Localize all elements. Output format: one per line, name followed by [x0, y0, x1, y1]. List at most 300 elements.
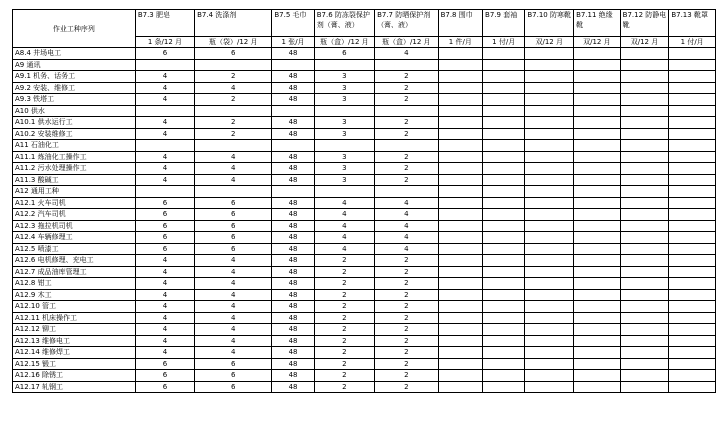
value-cell: 48 [272, 266, 314, 278]
value-cell: 4 [135, 335, 194, 347]
value-cell: 2 [375, 71, 439, 83]
occupation-cell: A12.16 除锈工 [13, 370, 136, 382]
value-cell [669, 59, 716, 71]
value-cell [574, 174, 621, 186]
value-cell [620, 301, 669, 313]
occupation-cell: A12.1 火车司机 [13, 197, 136, 209]
value-cell [525, 174, 574, 186]
occupation-cell: A12.8 钳工 [13, 278, 136, 290]
value-cell [438, 370, 482, 382]
column-header: B7.10 防寒靴 [525, 10, 574, 37]
value-cell [620, 197, 669, 209]
value-cell [483, 324, 525, 336]
occupation-cell: A12.5 喷漆工 [13, 243, 136, 255]
value-cell: 2 [375, 335, 439, 347]
value-cell: 4 [195, 163, 272, 175]
value-cell [574, 59, 621, 71]
value-cell [525, 255, 574, 267]
value-cell [438, 140, 482, 152]
value-cell [438, 220, 482, 232]
value-cell: 2 [195, 71, 272, 83]
occupation-cell: A11.3 酸碱工 [13, 174, 136, 186]
value-cell [195, 140, 272, 152]
value-cell [574, 266, 621, 278]
value-cell [525, 243, 574, 255]
occupation-cell: A12.9 木工 [13, 289, 136, 301]
value-cell [669, 140, 716, 152]
value-cell: 6 [135, 220, 194, 232]
table-row [13, 381, 716, 393]
value-cell [525, 140, 574, 152]
occupation-cell: A11.1 炼油化工操作工 [13, 151, 136, 163]
value-cell [574, 220, 621, 232]
value-cell [669, 243, 716, 255]
value-cell [525, 82, 574, 94]
value-cell [272, 59, 314, 71]
value-cell: 3 [314, 128, 374, 140]
value-cell: 4 [375, 232, 439, 244]
occupation-cell: A12.12 铆工 [13, 324, 136, 336]
value-cell: 4 [135, 128, 194, 140]
value-cell [483, 381, 525, 393]
value-cell [669, 71, 716, 83]
value-cell: 2 [314, 312, 374, 324]
occupation-cell: A9.2 安装、维修工 [13, 82, 136, 94]
value-cell: 48 [272, 232, 314, 244]
value-cell: 2 [375, 174, 439, 186]
value-cell: 4 [135, 312, 194, 324]
value-cell [483, 59, 525, 71]
occupation-cell: A12.13 维修电工 [13, 335, 136, 347]
value-cell [483, 232, 525, 244]
value-cell [375, 140, 439, 152]
value-cell [525, 289, 574, 301]
value-cell: 6 [135, 197, 194, 209]
value-cell [483, 117, 525, 129]
value-cell [574, 370, 621, 382]
table-row [13, 151, 716, 163]
value-cell [314, 59, 374, 71]
value-cell: 6 [135, 232, 194, 244]
value-cell: 4 [135, 151, 194, 163]
value-cell [574, 347, 621, 359]
ppe-allocation-table [12, 9, 716, 393]
value-cell [483, 289, 525, 301]
value-cell: 4 [375, 197, 439, 209]
value-cell [669, 105, 716, 117]
value-cell: 3 [314, 117, 374, 129]
value-cell: 48 [272, 174, 314, 186]
table-row [13, 232, 716, 244]
value-cell [438, 266, 482, 278]
value-cell: 48 [272, 94, 314, 106]
value-cell: 2 [375, 117, 439, 129]
value-cell: 4 [195, 347, 272, 359]
value-cell: 6 [195, 243, 272, 255]
value-cell [574, 71, 621, 83]
table-row [13, 324, 716, 336]
value-cell [525, 163, 574, 175]
value-cell: 2 [375, 82, 439, 94]
value-cell [574, 301, 621, 313]
value-cell: 48 [272, 197, 314, 209]
value-cell: 2 [195, 117, 272, 129]
value-cell [525, 381, 574, 393]
value-cell [483, 312, 525, 324]
value-cell: 4 [195, 301, 272, 313]
value-cell [620, 232, 669, 244]
value-cell: 4 [135, 278, 194, 290]
column-unit: 瓶（袋）/12 月 [195, 37, 272, 48]
table-row [13, 163, 716, 175]
value-cell [483, 301, 525, 313]
table-row [13, 289, 716, 301]
value-cell: 4 [375, 220, 439, 232]
value-cell [620, 94, 669, 106]
value-cell: 2 [314, 301, 374, 313]
value-cell: 2 [375, 163, 439, 175]
occupation-cell: A11.2 污水处理操作工 [13, 163, 136, 175]
value-cell [525, 358, 574, 370]
value-cell [525, 59, 574, 71]
value-cell [483, 174, 525, 186]
table-row [13, 278, 716, 290]
value-cell [525, 301, 574, 313]
value-cell: 4 [314, 209, 374, 221]
column-unit: 瓶（盒）/12 月 [375, 37, 439, 48]
value-cell [574, 82, 621, 94]
value-cell [669, 232, 716, 244]
value-cell: 6 [135, 243, 194, 255]
value-cell [375, 59, 439, 71]
occupation-cell: A11 石油化工 [13, 140, 136, 152]
value-cell: 4 [195, 312, 272, 324]
occupation-cell: A9 通讯 [13, 59, 136, 71]
value-cell: 4 [135, 94, 194, 106]
value-cell [438, 174, 482, 186]
value-cell: 48 [272, 381, 314, 393]
value-cell [669, 220, 716, 232]
value-cell [620, 347, 669, 359]
value-cell [438, 278, 482, 290]
table-row [13, 82, 716, 94]
value-cell [669, 312, 716, 324]
value-cell [669, 186, 716, 198]
value-cell [620, 209, 669, 221]
value-cell: 4 [135, 174, 194, 186]
value-cell: 4 [314, 243, 374, 255]
value-cell [483, 197, 525, 209]
table-row [13, 255, 716, 267]
occupation-cell: A9.3 铁塔工 [13, 94, 136, 106]
value-cell [438, 232, 482, 244]
value-cell [525, 232, 574, 244]
value-cell [525, 48, 574, 60]
occupation-header: 作业工种序列 [13, 10, 136, 48]
table-row [13, 243, 716, 255]
value-cell [574, 232, 621, 244]
value-cell: 48 [272, 128, 314, 140]
value-cell: 4 [195, 82, 272, 94]
column-header: B7.9 套袖 [483, 10, 525, 37]
table-row [13, 335, 716, 347]
value-cell: 48 [272, 255, 314, 267]
occupation-cell: A10.1 供水运行工 [13, 117, 136, 129]
occupation-cell: A12.4 车辆修理工 [13, 232, 136, 244]
value-cell [669, 174, 716, 186]
value-cell [438, 335, 482, 347]
value-cell: 4 [375, 209, 439, 221]
occupation-cell: A12.7 成品油库管理工 [13, 266, 136, 278]
table-row [13, 301, 716, 313]
value-cell [483, 105, 525, 117]
value-cell [620, 358, 669, 370]
occupation-cell: A12.2 汽车司机 [13, 209, 136, 221]
value-cell [525, 209, 574, 221]
column-header: B7.12 防静电靴 [620, 10, 669, 37]
value-cell: 2 [195, 128, 272, 140]
value-cell [574, 151, 621, 163]
value-cell [438, 324, 482, 336]
value-cell: 48 [272, 301, 314, 313]
value-cell [195, 59, 272, 71]
value-cell [574, 255, 621, 267]
value-cell [438, 117, 482, 129]
value-cell: 6 [135, 358, 194, 370]
column-unit: 瓶（盒）/12 月 [314, 37, 374, 48]
value-cell: 2 [314, 324, 374, 336]
column-header: B7.5 毛巾 [272, 10, 314, 37]
value-cell [620, 82, 669, 94]
value-cell [620, 151, 669, 163]
value-cell [669, 117, 716, 129]
value-cell [620, 186, 669, 198]
occupation-cell: A8.4 井场电工 [13, 48, 136, 60]
table-row [13, 197, 716, 209]
value-cell [669, 151, 716, 163]
table-row [13, 347, 716, 359]
value-cell: 4 [375, 243, 439, 255]
value-cell [438, 243, 482, 255]
value-cell [620, 324, 669, 336]
value-cell: 6 [135, 48, 194, 60]
value-cell: 48 [272, 347, 314, 359]
value-cell: 2 [375, 358, 439, 370]
table-row [13, 94, 716, 106]
value-cell: 6 [195, 232, 272, 244]
value-cell: 2 [314, 255, 374, 267]
table-row [13, 358, 716, 370]
occupation-cell: A12.10 管工 [13, 301, 136, 313]
occupation-cell: A12.6 电机修理、充电工 [13, 255, 136, 267]
value-cell [438, 48, 482, 60]
table-row [13, 266, 716, 278]
column-header: B7.8 围巾 [438, 10, 482, 37]
value-cell [669, 48, 716, 60]
value-cell [669, 197, 716, 209]
table-header [13, 10, 716, 48]
value-cell [669, 347, 716, 359]
value-cell [620, 105, 669, 117]
value-cell: 2 [375, 370, 439, 382]
value-cell [438, 301, 482, 313]
value-cell [438, 71, 482, 83]
table-row [13, 59, 716, 71]
occupation-cell: A12.15 锻工 [13, 358, 136, 370]
value-cell: 4 [135, 255, 194, 267]
value-cell [438, 312, 482, 324]
value-cell [620, 370, 669, 382]
value-cell [438, 94, 482, 106]
column-unit: 双/12 月 [620, 37, 669, 48]
value-cell [525, 335, 574, 347]
value-cell [195, 186, 272, 198]
value-cell [483, 209, 525, 221]
value-cell [620, 335, 669, 347]
value-cell [669, 94, 716, 106]
occupation-cell: A12.14 维修焊工 [13, 347, 136, 359]
value-cell: 4 [314, 197, 374, 209]
value-cell: 4 [135, 266, 194, 278]
value-cell: 48 [272, 220, 314, 232]
value-cell: 2 [375, 301, 439, 313]
table-row [13, 220, 716, 232]
value-cell: 6 [195, 48, 272, 60]
value-cell [483, 128, 525, 140]
value-cell [620, 140, 669, 152]
value-cell [483, 140, 525, 152]
value-cell [483, 186, 525, 198]
value-cell [669, 278, 716, 290]
value-cell [438, 358, 482, 370]
value-cell [669, 128, 716, 140]
value-cell [620, 59, 669, 71]
value-cell [483, 335, 525, 347]
value-cell [272, 105, 314, 117]
column-unit: 1 付/月 [669, 37, 716, 48]
value-cell: 2 [375, 128, 439, 140]
value-cell: 48 [272, 278, 314, 290]
value-cell [669, 82, 716, 94]
value-cell [525, 278, 574, 290]
value-cell: 6 [195, 381, 272, 393]
value-cell: 48 [272, 71, 314, 83]
occupation-cell: A10 供水 [13, 105, 136, 117]
value-cell: 2 [375, 347, 439, 359]
value-cell [314, 140, 374, 152]
value-cell [669, 266, 716, 278]
value-cell [483, 151, 525, 163]
value-cell [483, 243, 525, 255]
value-cell: 6 [135, 209, 194, 221]
value-cell: 2 [314, 266, 374, 278]
value-cell [669, 289, 716, 301]
occupation-cell: A10.2 安装维修工 [13, 128, 136, 140]
value-cell [438, 59, 482, 71]
value-cell [438, 82, 482, 94]
value-cell: 2 [314, 289, 374, 301]
value-cell: 3 [314, 163, 374, 175]
value-cell [525, 151, 574, 163]
value-cell [135, 59, 194, 71]
value-cell [314, 186, 374, 198]
table-row [13, 128, 716, 140]
value-cell [574, 358, 621, 370]
table-row [13, 105, 716, 117]
value-cell: 2 [314, 381, 374, 393]
table-row [13, 48, 716, 60]
value-cell [574, 243, 621, 255]
value-cell [620, 117, 669, 129]
value-cell [574, 186, 621, 198]
table-body [13, 48, 716, 393]
value-cell [574, 335, 621, 347]
value-cell [669, 358, 716, 370]
value-cell [483, 278, 525, 290]
value-cell [525, 370, 574, 382]
value-cell [483, 163, 525, 175]
value-cell [574, 197, 621, 209]
column-unit: 1 条/12 月 [135, 37, 194, 48]
value-cell: 6 [314, 48, 374, 60]
value-cell [525, 128, 574, 140]
value-cell: 2 [375, 289, 439, 301]
value-cell [574, 324, 621, 336]
value-cell [669, 255, 716, 267]
occupation-cell: A12 通用工种 [13, 186, 136, 198]
value-cell [669, 324, 716, 336]
value-cell: 2 [314, 358, 374, 370]
value-cell: 4 [195, 266, 272, 278]
value-cell: 48 [272, 312, 314, 324]
value-cell [483, 266, 525, 278]
value-cell [669, 370, 716, 382]
value-cell [525, 117, 574, 129]
value-cell: 48 [272, 370, 314, 382]
column-header: B7.3 肥皂 [135, 10, 194, 37]
value-cell: 48 [272, 335, 314, 347]
value-cell: 4 [375, 48, 439, 60]
table-row [13, 209, 716, 221]
value-cell [135, 186, 194, 198]
value-cell: 4 [135, 163, 194, 175]
value-cell: 4 [135, 289, 194, 301]
value-cell [272, 140, 314, 152]
value-cell [525, 312, 574, 324]
value-cell [438, 163, 482, 175]
value-cell [525, 347, 574, 359]
value-cell: 4 [195, 335, 272, 347]
value-cell: 2 [375, 266, 439, 278]
value-cell: 3 [314, 82, 374, 94]
value-cell: 2 [375, 278, 439, 290]
value-cell [525, 94, 574, 106]
value-cell: 3 [314, 71, 374, 83]
value-cell [669, 163, 716, 175]
value-cell [525, 220, 574, 232]
table-row [13, 140, 716, 152]
value-cell [669, 209, 716, 221]
value-cell [620, 266, 669, 278]
occupation-cell: A12.11 机床操作工 [13, 312, 136, 324]
value-cell: 3 [314, 174, 374, 186]
value-cell [574, 381, 621, 393]
value-cell: 2 [314, 278, 374, 290]
value-cell: 6 [135, 381, 194, 393]
value-cell [574, 289, 621, 301]
value-cell [669, 301, 716, 313]
value-cell [438, 209, 482, 221]
